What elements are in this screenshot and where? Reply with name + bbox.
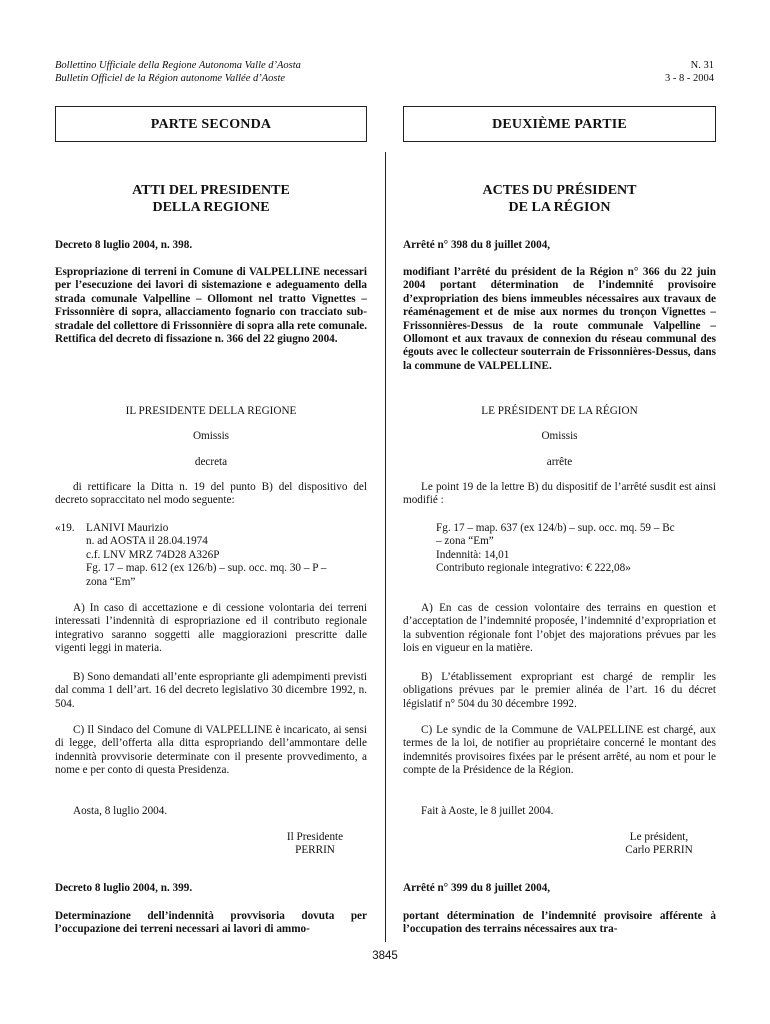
entry-line: Fg. 17 – map. 612 (ex 126/b) – sup. occ. mq. 30 – P –: [86, 562, 327, 575]
entry-line: zona “Em”: [86, 575, 136, 588]
entry-line: LANIVI Maurizio: [86, 522, 169, 534]
decree-398-subject: Espropriazione di terreni in Comune di VALPELLINE necessari per l’esecuzione dei lavori di sistemazione e adeguamento della strada comunale Valpelline – Ollomont nel tratto Vignettes – Frissonnière di sopra, allacciamento fognario con tracciato sub-stradale del collettore di Frissonnière di sopra alla rete comunale. Rettifica del decreto di fissazione n. 366 del 22 giugno 2004.: [55, 266, 367, 346]
signature-name: Carlo PERRIN: [625, 844, 693, 857]
signature-block-it: [270, 831, 360, 858]
signature-name: PERRIN: [295, 844, 335, 857]
decreta-label: decreta: [194, 456, 228, 468]
entry-line: Fg. 17 – map. 637 (ex 124/b) – sup. occ. mq. 59 – Bc: [436, 522, 675, 534]
section-title-line1: ACTES DU PRÉSIDENT: [482, 183, 637, 198]
paragraph-a: A) In caso di accettazione e di cessione volontaria dei terreni interessati l’indennità di espropriazione ed il contributo regionale integrativo saranno soggetti alle maggiorazioni prescritte dalle vigenti leggi in materia.: [55, 602, 367, 655]
bulletin-header-right: [665, 60, 714, 85]
authority-heading: IL PRESIDENTE DELLA REGIONE: [125, 405, 297, 417]
arrete-398-heading: Arrêté n° 398 du 8 juillet 2004,: [403, 239, 551, 251]
arrete-398-subject: modifiant l’arrêté du président de la Région n° 366 du 22 juin 2004 portant détermination de l’indemnité provisoire d’expropriation des biens immeubles nécessaires aux travaux de réaménagement et de mise aux normes du tronçon Vignettes – Frissonnières-Dessus de la route communale Valpelline – Ollomont et aux travaux de connexion du réseau communal des égouts avec le collecteur souterrain de Frissonnières-Dessus, dans la commune de VALPELLINE.: [403, 266, 716, 372]
section-title-line1: ATTI DEL PRESIDENTE: [132, 183, 290, 198]
decree-399-heading: Decreto 8 luglio 2004, n. 399.: [55, 882, 193, 894]
paragraph-c: C) Le syndic de la Commune de VALPELLINE est chargé, aux termes de la loi, de notifier au propriétaire concerné le montant des indemnités provisoires fixées par le présent arrêté, au nom et pour le compte de la Présidence de la Région.: [403, 724, 716, 777]
issue-number: N. 31: [690, 60, 714, 71]
entry-line: Contributo regionale integrativo: € 222,08»: [436, 562, 631, 575]
authority-heading: LE PRÉSIDENT DE LA RÉGION: [481, 405, 638, 417]
column-divider: [385, 152, 386, 942]
place-date: Aosta, 8 luglio 2004.: [73, 805, 168, 817]
page-number: 3845: [372, 950, 398, 962]
entry-line: – zona “Em”: [436, 535, 494, 548]
owner-entry: [436, 522, 718, 576]
issue-date: 3 - 8 - 2004: [665, 72, 714, 84]
bulletin-title-it: Bollettino Ufficiale della Regione Autonoma Valle d’Aosta: [55, 60, 301, 71]
part-heading-fr: DEUXIÈME PARTIE: [403, 106, 716, 142]
arrete-399-heading: Arrêté n° 399 du 8 juillet 2004,: [403, 882, 551, 894]
entry-line: n. ad AOSTA il 28.04.1974: [86, 535, 208, 548]
signature-title: Il Presidente: [286, 831, 344, 843]
section-title-fr: [403, 182, 716, 216]
decree-399-subject: Determinazione dell’indennità provvisoria dovuta per l’occupazione dei terreni necessari ai lavori di ammo-: [55, 910, 367, 936]
bulletin-title-fr: Bulletin Officiel de la Région autonome Vallée d’Aoste: [55, 72, 286, 84]
part-heading-it: PARTE SECONDA: [55, 106, 367, 142]
paragraph-b: B) L’établissement expropriant est chargé de remplir les obligations prévues par le premier alinéa de l’art. 16 du décret législatif n° 504 du 30 décembre 1992.: [403, 671, 716, 710]
omissis-label: Omissis: [541, 430, 578, 442]
decree-intro: di rettificare la Ditta n. 19 del punto B) del dispositivo del decreto sopraccitato nel modo seguente:: [55, 481, 367, 507]
paragraph-a: A) En cas de cession volontaire des terrains en question et d’acceptation de l’indemnité proposée, l’indemnité d’expropriation et la subvention régionale font l’objet des majorations prévues par les lois en vigueur en la matière.: [403, 602, 716, 655]
section-title-line2: DELLA REGIONE: [152, 200, 270, 215]
arrete-label: arrête: [546, 456, 573, 468]
signature-block-fr: [600, 831, 718, 858]
signature-title: Le président,: [629, 831, 689, 843]
place-date: Fait à Aoste, le 8 juillet 2004.: [421, 805, 554, 817]
bulletin-header-left: [55, 60, 301, 85]
section-title-line2: DE LA RÉGION: [508, 200, 611, 215]
section-title-it: [55, 182, 367, 216]
omissis-label: Omissis: [192, 430, 230, 442]
entry-line: c.f. LNV MRZ 74D28 A326P: [86, 548, 220, 561]
arrete-intro: Le point 19 de la lettre B) du dispositif de l’arrêté susdit est ainsi modifié :: [403, 481, 716, 507]
paragraph-b: B) Sono demandati all’ente espropriante gli adempimenti previsti dal comma 1 dell’art. 16 del decreto legislativo 30 dicembre 1992, n. 504.: [55, 671, 367, 710]
paragraph-c: C) Il Sindaco del Comune di VALPELLINE è incaricato, ai sensi di legge, dell’offerta alla ditta espropriando dell’ammontare delle indennità provvisorie determinate con il presente provvedimento, a nome e per conto di questa Presidenza.: [55, 724, 367, 777]
entry-number: «19.: [55, 522, 75, 534]
decree-398-heading: Decreto 8 luglio 2004, n. 398.: [55, 239, 193, 251]
entry-line: Indennità: 14,01: [436, 548, 510, 561]
owner-entry: [55, 522, 367, 589]
arrete-399-subject: portant détermination de l’indemnité provisoire afférente à l’occupation des terrains nécessaires aux tra-: [403, 910, 716, 936]
